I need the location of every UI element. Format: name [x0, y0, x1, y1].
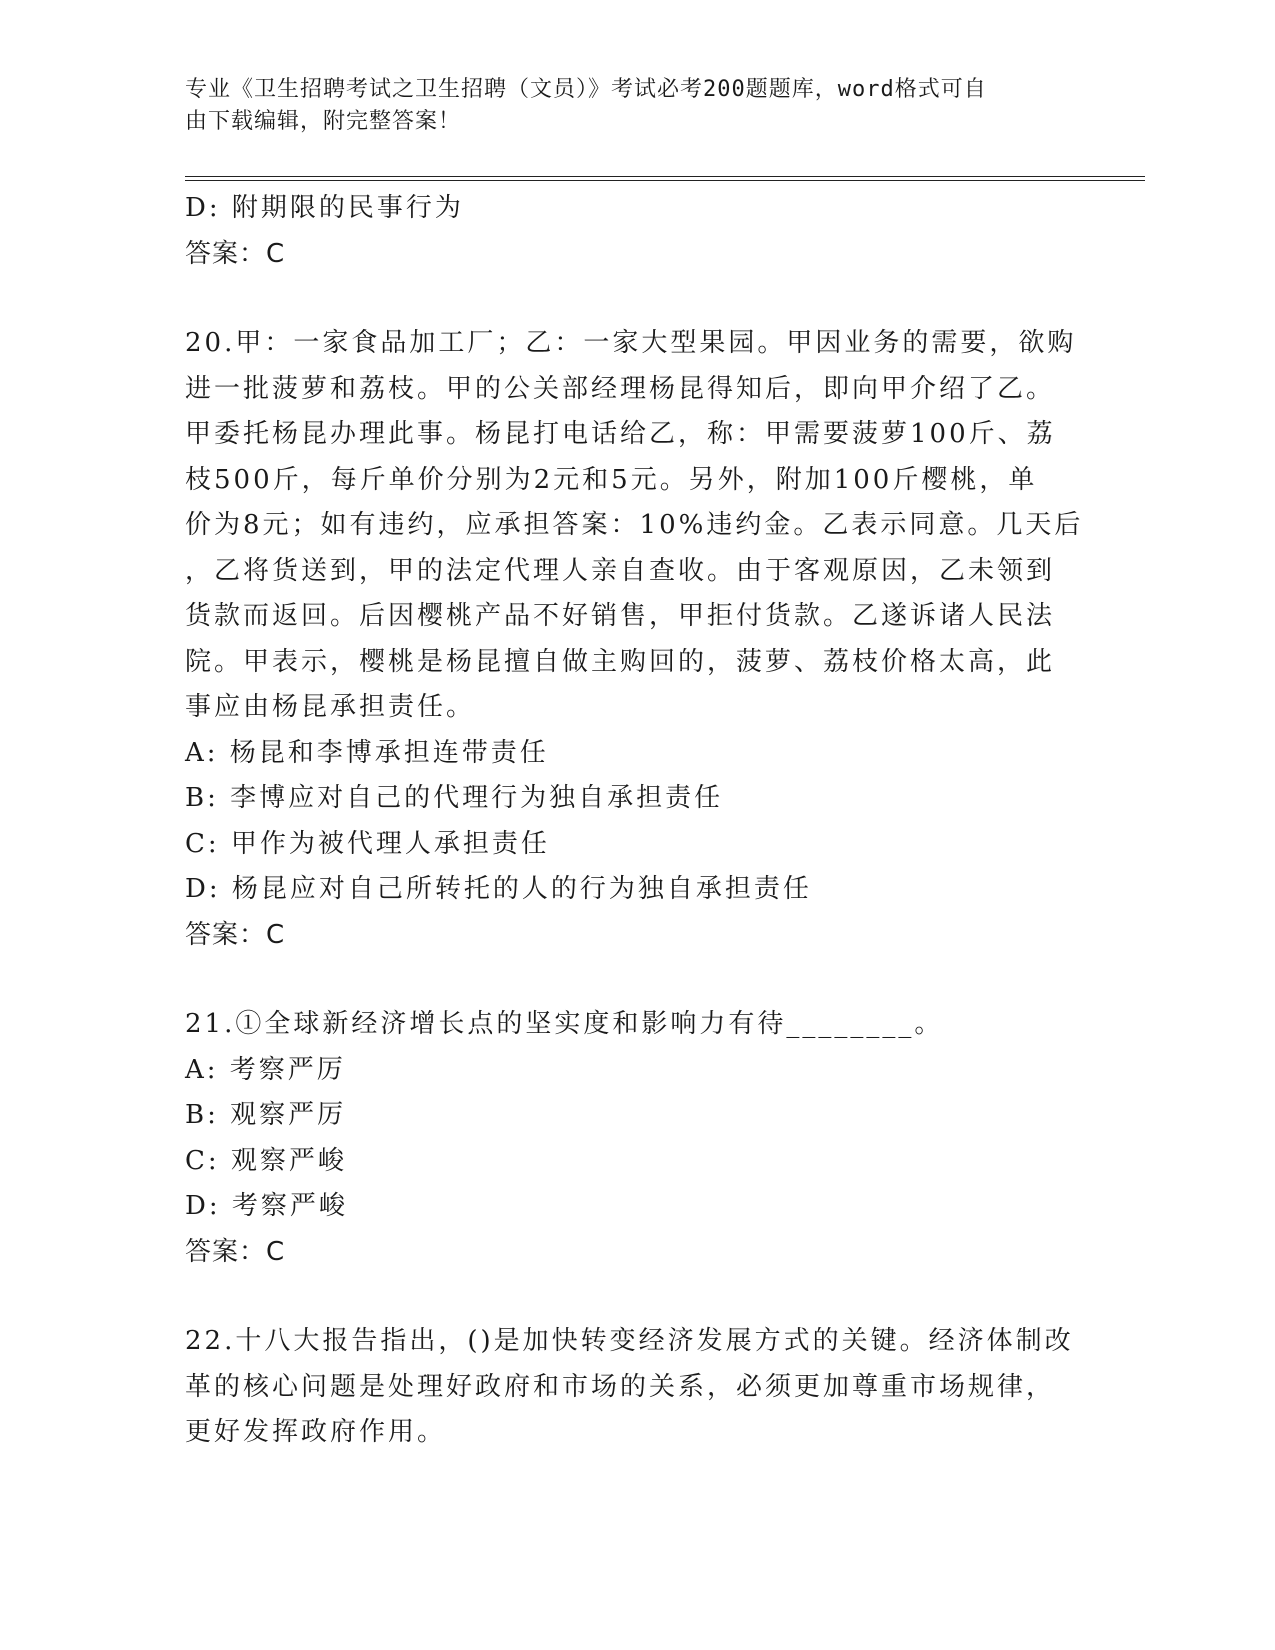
question-text-line: 20.甲：一家食品加工厂；乙：一家大型果园。甲因业务的需要，欲购 — [185, 328, 1077, 358]
question-text-line: 价为8元；如有违约，应承担答案：10%违约金。乙表示同意。几天后 — [185, 510, 1084, 540]
spacer — [185, 958, 1065, 1002]
answer-line: 答案：C — [185, 919, 286, 950]
answer-line: 答案：C — [185, 238, 286, 269]
option-d: D: 杨昆应对自己所转托的人的行为独自承担责任 — [185, 874, 812, 904]
document-header — [185, 74, 1065, 138]
option-c: C: 观察严峻 — [185, 1145, 347, 1176]
question-text-line: 更好发挥政府作用。 — [185, 1417, 447, 1447]
option-d: D: 考察严峻 — [185, 1191, 348, 1221]
option-a: A: 杨昆和李博承担连带责任 — [185, 737, 549, 768]
option-c: C: 甲作为被代理人承担责任 — [185, 828, 550, 859]
question-text-line: 枝500斤，每斤单价分别为2元和5元。另外，附加100斤樱桃，单 — [185, 464, 1038, 495]
question-21 — [185, 1002, 1065, 1275]
question-text-line: 甲委托杨昆办理此事。杨昆打电话给乙，称：甲需要菠萝100斤、荔 — [185, 419, 1056, 449]
question-text-line: 进一批菠萝和荔枝。甲的公关部经理杨昆得知后，即向甲介绍了乙。 — [185, 373, 1056, 404]
option-a: A: 考察严厉 — [185, 1054, 346, 1085]
spacer — [185, 1275, 1065, 1319]
document-body — [185, 186, 1084, 1456]
question-text-line: 21.①全球新经济增长点的坚实度和影响力有待________。 — [185, 1009, 944, 1039]
option-d: D: 附期限的民事行为 — [185, 193, 464, 223]
question-text-line: 22.十八大报告指出，()是加快转变经济发展方式的关键。经济体制改 — [185, 1326, 1074, 1356]
question-text-line: 院。甲表示，樱桃是杨昆擅自做主购回的，菠萝、荔枝价格太高，此 — [185, 646, 1056, 677]
question-text-line: 事应由杨昆承担责任。 — [185, 692, 476, 722]
question-22 — [185, 1319, 1074, 1456]
answer-line: 答案：C — [185, 1236, 286, 1267]
header-divider — [185, 176, 1145, 181]
question-text-line: 货款而返回。后因樱桃产品不好销售，甲拒付货款。乙遂诉诸人民法 — [185, 601, 1056, 631]
question-text-line: 革的核心问题是处理好政府和市场的关系，必须更加尊重市场规律， — [185, 1371, 1056, 1402]
option-b: B: 李博应对自己的代理行为独自承担责任 — [185, 783, 724, 813]
question-text-line: ，乙将货送到，甲的法定代理人亲自查收。由于客观原因，乙未领到 — [185, 555, 1056, 586]
header-line: 专业《卫生招聘考试之卫生招聘（文员）》考试必考200题题库，word格式可自 — [185, 77, 987, 102]
option-b: B: 观察严厉 — [185, 1100, 347, 1130]
spacer — [185, 277, 1065, 321]
header-line: 由下载编辑，附完整答案！ — [185, 109, 462, 134]
question-20 — [185, 321, 1084, 958]
